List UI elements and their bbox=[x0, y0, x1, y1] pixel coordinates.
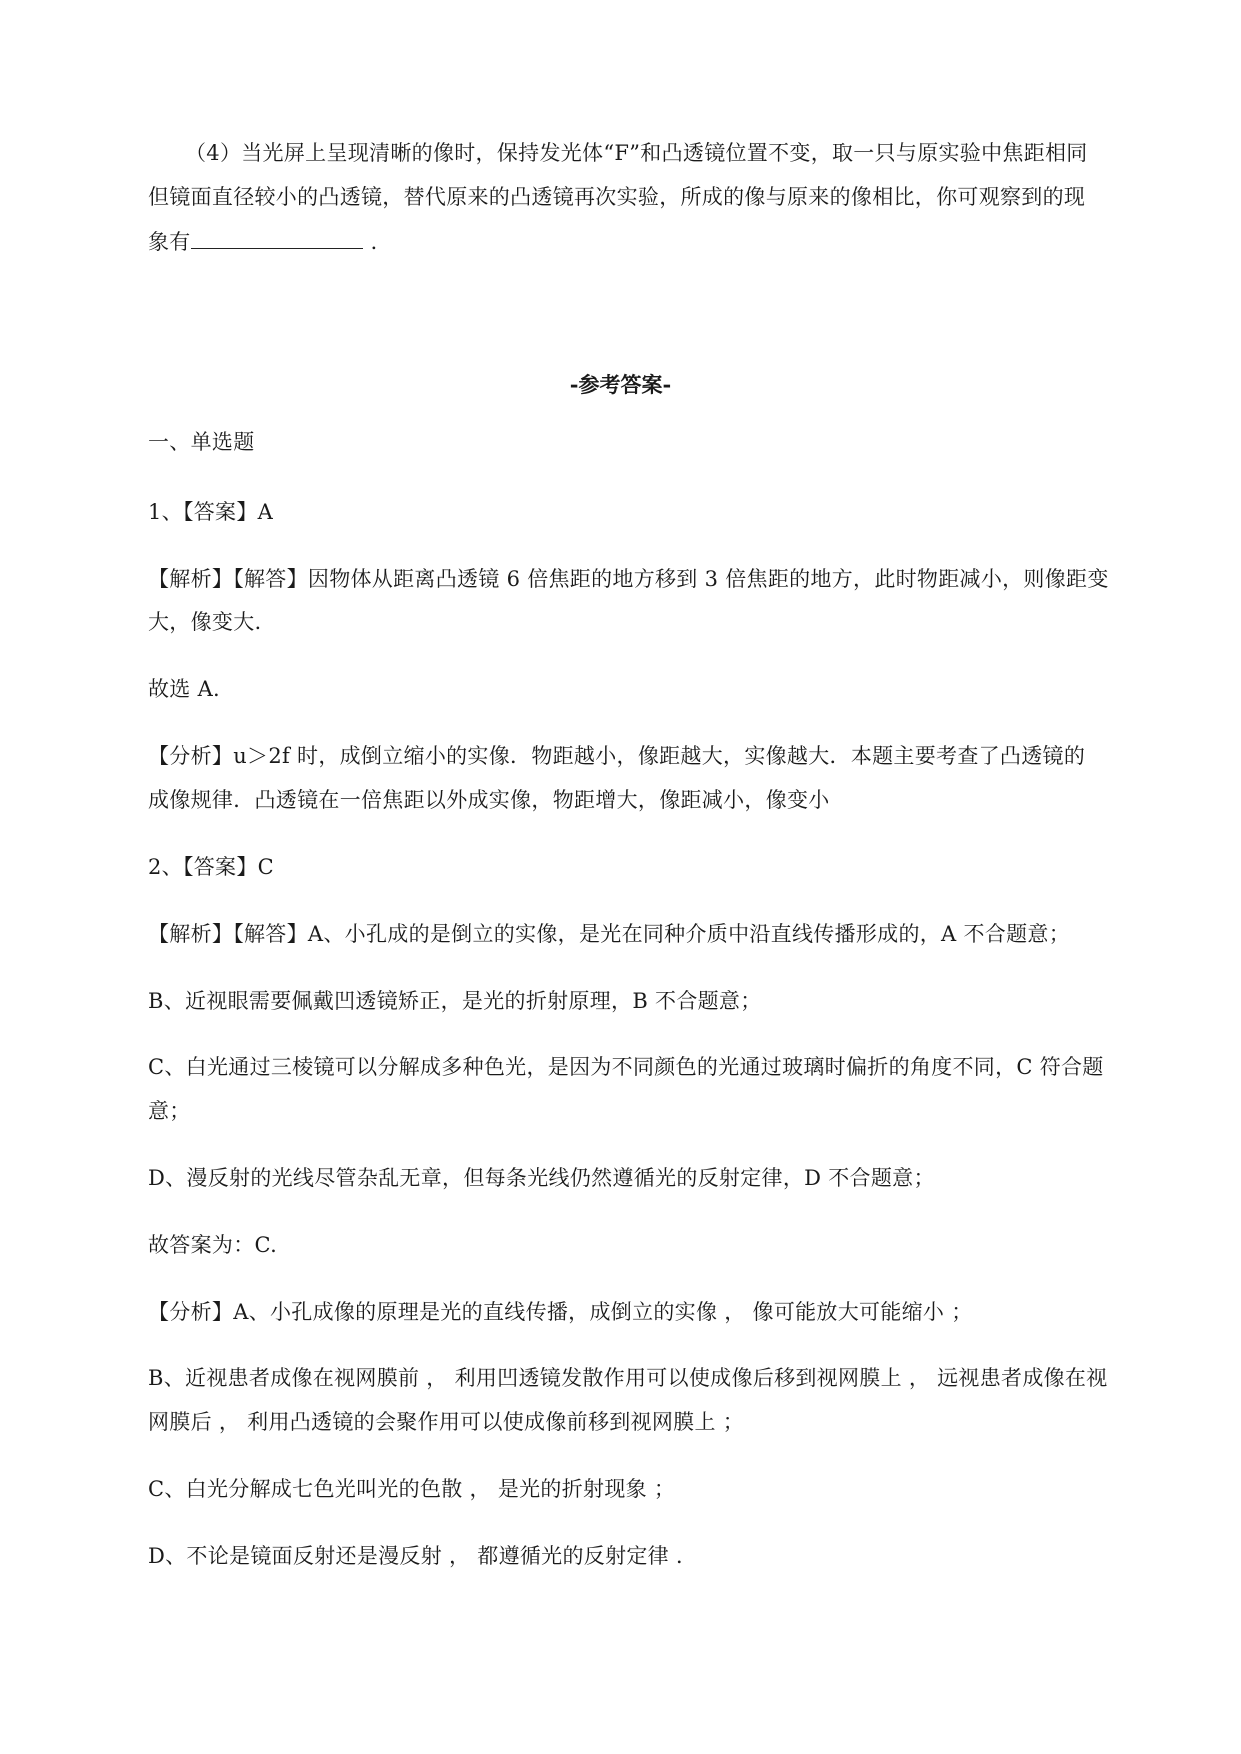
q2-analysis-d: D、漫反射的光线尽管杂乱无章，但每条光线仍然遵循光的反射定律，D 不合题意； bbox=[148, 1166, 935, 1190]
q1-analysis-line2: 大，像变大. bbox=[148, 610, 262, 634]
q2-analysis-c-line1: C、白光通过三棱镜可以分解成多种色光，是因为不同颜色的光通过玻璃时偏折的角度不同，C 符合题 bbox=[148, 1055, 1104, 1079]
q1-conclusion: 故选 A. bbox=[148, 677, 221, 701]
q1-answer: 1、【答案】A bbox=[148, 500, 274, 524]
question4-line3-suffix: ． bbox=[370, 230, 392, 254]
q2-answer: 2、【答案】C bbox=[148, 855, 275, 879]
q2-comment-a: 【分析】A、小孔成像的原理是光的直线传播，成倒立的实像 ， 像可能放大可能缩小 ； bbox=[148, 1300, 973, 1324]
q2-comment-b-line2: 网膜后 ， 利用凸透镜的会聚作用可以使成像前移到视网膜上 ； bbox=[148, 1410, 745, 1434]
answer-key-title: -参考答案- bbox=[569, 372, 672, 397]
q2-analysis-b: B、近视眼需要佩戴凹透镜矫正，是光的折射原理，B 不合题意； bbox=[148, 989, 762, 1013]
question4-line2: 但镜面直径较小的凸透镜，替代原来的凸透镜再次实验，所成的像与原来的像相比，你可观察到的现 bbox=[148, 185, 1086, 209]
question4-line1: （4）当光屏上呈现清晰的像时，保持发光体“F”和凸透镜位置不变，取一只与原实验中焦距相同 bbox=[185, 141, 1088, 165]
q1-analysis-line1: 【解析】【解答】因物体从距离凸透镜 6 倍焦距的地方移到 3 倍焦距的地方，此时物距减小，则像距变 bbox=[148, 567, 1109, 591]
q2-comment-c: C、白光分解成七色光叫光的色散 ， 是光的折射现象 ； bbox=[148, 1477, 676, 1501]
q2-conclusion: 故答案为：C. bbox=[148, 1233, 278, 1257]
q1-comment-line1: 【分析】u＞2f 时，成倒立缩小的实像．物距越小，像距越大，实像越大．本题主要考查了凸透镜的 bbox=[148, 744, 1086, 768]
section-heading: 一、单选题 bbox=[148, 430, 255, 454]
question4-line3-prefix: 象有 bbox=[148, 230, 191, 254]
q1-comment-line2: 成像规律．凸透镜在一倍焦距以外成实像，物距增大，像距减小，像变小 bbox=[148, 788, 830, 812]
q2-comment-d: D、不论是镜面反射还是漫反射 ， 都遵循光的反射定律 ． bbox=[148, 1544, 698, 1568]
question4-line3 bbox=[148, 226, 392, 257]
q2-analysis-a: 【解析】【解答】A、小孔成的是倒立的实像，是光在同种介质中沿直线传播形成的，A 不合题意； bbox=[148, 922, 1071, 946]
q2-analysis-c-line2: 意； bbox=[148, 1099, 191, 1123]
q2-comment-b-line1: B、近视患者成像在视网膜前 ， 利用凹透镜发散作用可以使成像后移到视网膜上 ， 远视患者成像在视 bbox=[148, 1366, 1108, 1390]
answer-blank bbox=[191, 226, 363, 249]
